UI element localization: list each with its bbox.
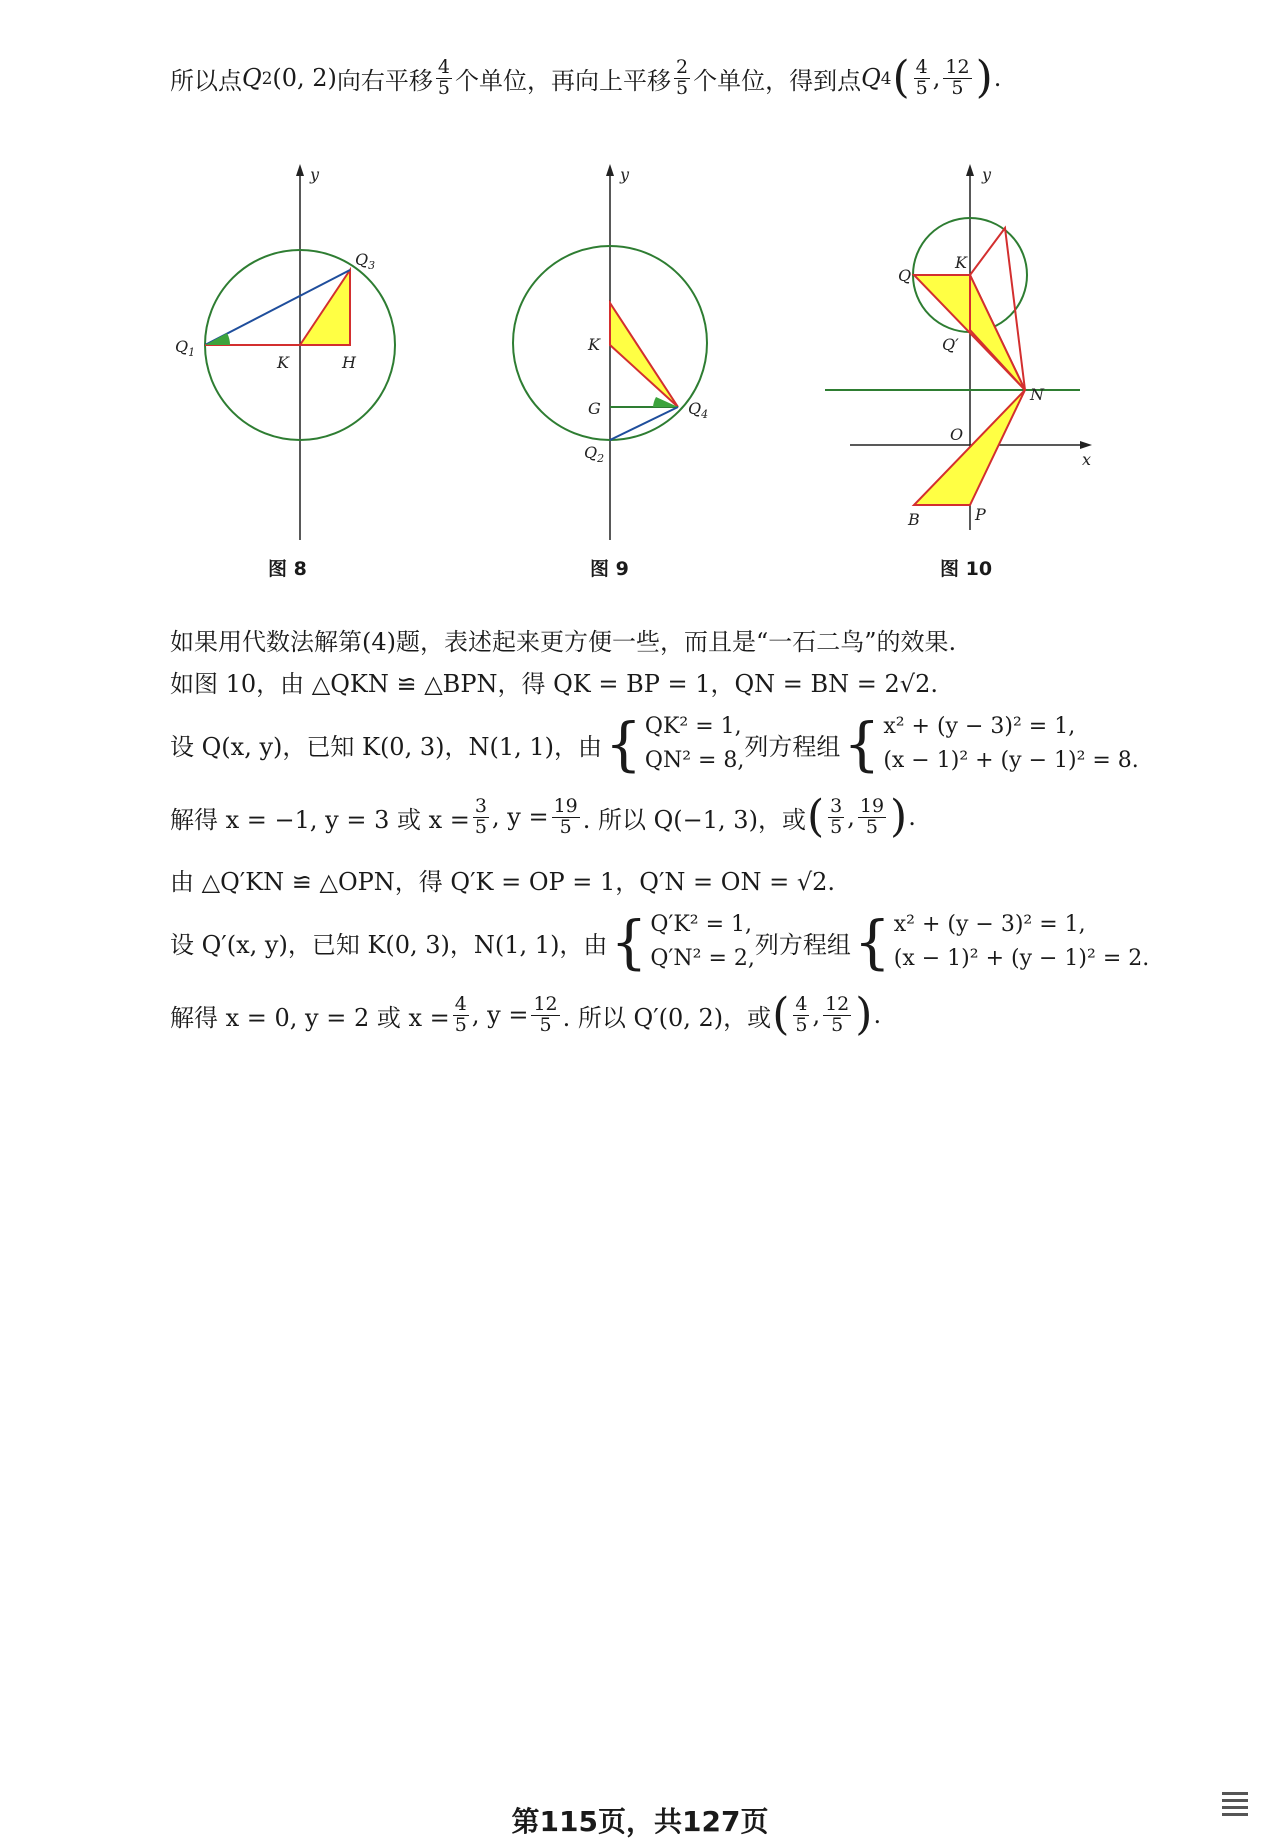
label-q3: $Q_3$ xyxy=(355,250,376,272)
text-line-p5: 由 △Q′KN ≌ △OPN，得 Q′K = OP = 1，Q′N = ON = √2. xyxy=(170,868,836,896)
fraction: $\frac{4}{5}$ xyxy=(795,992,808,1036)
figure-9 xyxy=(500,160,740,550)
text-segment: 所以点 xyxy=(170,66,242,95)
menu-icon[interactable] xyxy=(1222,1788,1248,1820)
figure-10 xyxy=(820,160,1120,550)
coordinate: (0, 2) xyxy=(272,64,337,92)
fraction: $\frac{12}{5}$ xyxy=(825,992,850,1036)
fraction: $\frac{12}{5}$ xyxy=(945,55,970,99)
equation-system: x² + (y − 3)² = 1, (x − 1)² + (y − 1)² = 2. xyxy=(893,912,1150,972)
label-k: K xyxy=(588,335,600,354)
point-label: Q xyxy=(861,64,881,92)
fraction: $\frac{4}{5}$ xyxy=(437,55,450,99)
right-paren: ) xyxy=(975,52,993,103)
subscript: 2 xyxy=(261,68,273,88)
label-y: y xyxy=(310,165,320,184)
condition-system: Q′K² = 1, Q′N² = 2, xyxy=(650,912,755,972)
fraction: $\frac{19}{5}$ xyxy=(859,794,885,838)
label-x: x xyxy=(1082,450,1092,469)
label-k: K xyxy=(955,253,967,272)
label-q: Q xyxy=(898,266,912,285)
fraction: $\frac{19}{5}$ xyxy=(553,794,578,838)
figure-8 xyxy=(160,160,420,550)
text-line-p2: 如图 10，由 △QKN ≌ △BPN，得 QK = BP = 1，QN = BN = 2√2. xyxy=(170,670,938,698)
yellow-triangle-inner xyxy=(970,275,1025,390)
fraction: $\frac{3}{5}$ xyxy=(474,794,487,838)
fraction: $\frac{2}{5}$ xyxy=(676,55,689,99)
fraction: $\frac{4}{5}$ xyxy=(915,55,928,99)
blue-line xyxy=(610,407,678,440)
label-n: N xyxy=(1030,385,1044,404)
fraction: $\frac{4}{5}$ xyxy=(454,992,467,1036)
label-b: B xyxy=(908,510,920,529)
comma: , xyxy=(932,64,941,92)
text-line-p7: 解得 x = 0, y = 2 或 x = $\frac{4}{5}$ , y = $\frac{12}{5}$ . 所以 Q′(0, 2)，或 ( $\frac{4}{5}$ , $\frac{12}{5}$ ) . xyxy=(170,989,882,1040)
angle-mark xyxy=(205,333,230,345)
fraction: $\frac{12}{5}$ xyxy=(533,992,558,1036)
text-line-1: 所以点 Q 2 (0, 2) 向右平移 $\frac{4}{5}$ 个单位，再向上平移 $\frac{2}{5}$ 个单位，得到点 Q 4 ( $\frac{4}{5}$ , $\frac{12}{5}$ ) . xyxy=(170,52,1002,103)
condition-system: QK² = 1, QN² = 8, xyxy=(644,714,745,774)
y-axis-arrow xyxy=(296,164,304,176)
page-footer: 第115页，共127页 xyxy=(511,1805,769,1838)
caption-fig10: 图 10 xyxy=(940,558,993,580)
label-y: y xyxy=(620,165,630,184)
label-p: P xyxy=(975,505,986,524)
label-q-prime: Q′ xyxy=(942,335,959,354)
yellow-triangle xyxy=(300,270,350,345)
text-segment: 个单位，再向上平移 xyxy=(455,66,671,95)
left-brace: { xyxy=(853,908,891,977)
left-brace: { xyxy=(605,710,642,779)
label-y: y xyxy=(982,165,992,184)
label-q4: $Q_4$ xyxy=(688,399,709,421)
subscript: 4 xyxy=(880,68,892,88)
equation-system: x² + (y − 3)² = 1, (x − 1)² + (y − 1)² = 8. xyxy=(883,714,1139,774)
text-line-p1: 如果用代数法解第(4)题，表述起来更方便一些，而且是“一石二鸟”的效果. xyxy=(170,628,957,656)
label-h: H xyxy=(342,353,356,372)
text-line-p6: 设 Q′(x, y)，已知 K(0, 3)，N(1, 1)，由 { Q′K² = 1, Q′N² = 2, 列方程组 { x² + (y − 3)² = 1, (x − 1)² + (y − 1)² = 2. xyxy=(170,908,1150,977)
left-brace: { xyxy=(843,710,881,779)
left-brace: { xyxy=(610,908,648,977)
caption-fig9: 图 9 xyxy=(590,558,629,580)
label-k: K xyxy=(277,353,289,372)
x-axis-arrow xyxy=(1080,441,1092,449)
label-q2: $Q_2$ xyxy=(584,443,605,465)
caption-fig8: 图 8 xyxy=(268,558,307,580)
y-axis-arrow xyxy=(606,164,614,176)
text-segment: 个单位，得到点 xyxy=(693,66,862,95)
text-segment: 向右平移 xyxy=(336,66,433,95)
fraction: $\frac{3}{5}$ xyxy=(830,794,843,838)
left-paren: ( xyxy=(892,52,910,103)
label-q1: $Q_1$ xyxy=(175,337,196,359)
yellow-triangle xyxy=(610,303,678,407)
text-line-p3: 设 Q(x, y)，已知 K(0, 3)，N(1, 1)，由 { QK² = 1, QN² = 8, 列方程组 { x² + (y − 3)² = 1, (x − 1)² + (y − 1)² = 8. xyxy=(170,710,1139,779)
point-label: Q xyxy=(242,64,262,92)
label-o: O xyxy=(950,425,964,444)
y-axis-arrow xyxy=(966,164,974,176)
text-line-p4: 解得 x = −1, y = 3 或 x = $\frac{3}{5}$ , y = $\frac{19}{5}$ . 所以 Q(−1, 3)，或 ( $\frac{3}{5}$ , $\frac{19}{5}$ ) . xyxy=(170,791,916,842)
label-g: G xyxy=(588,399,601,418)
